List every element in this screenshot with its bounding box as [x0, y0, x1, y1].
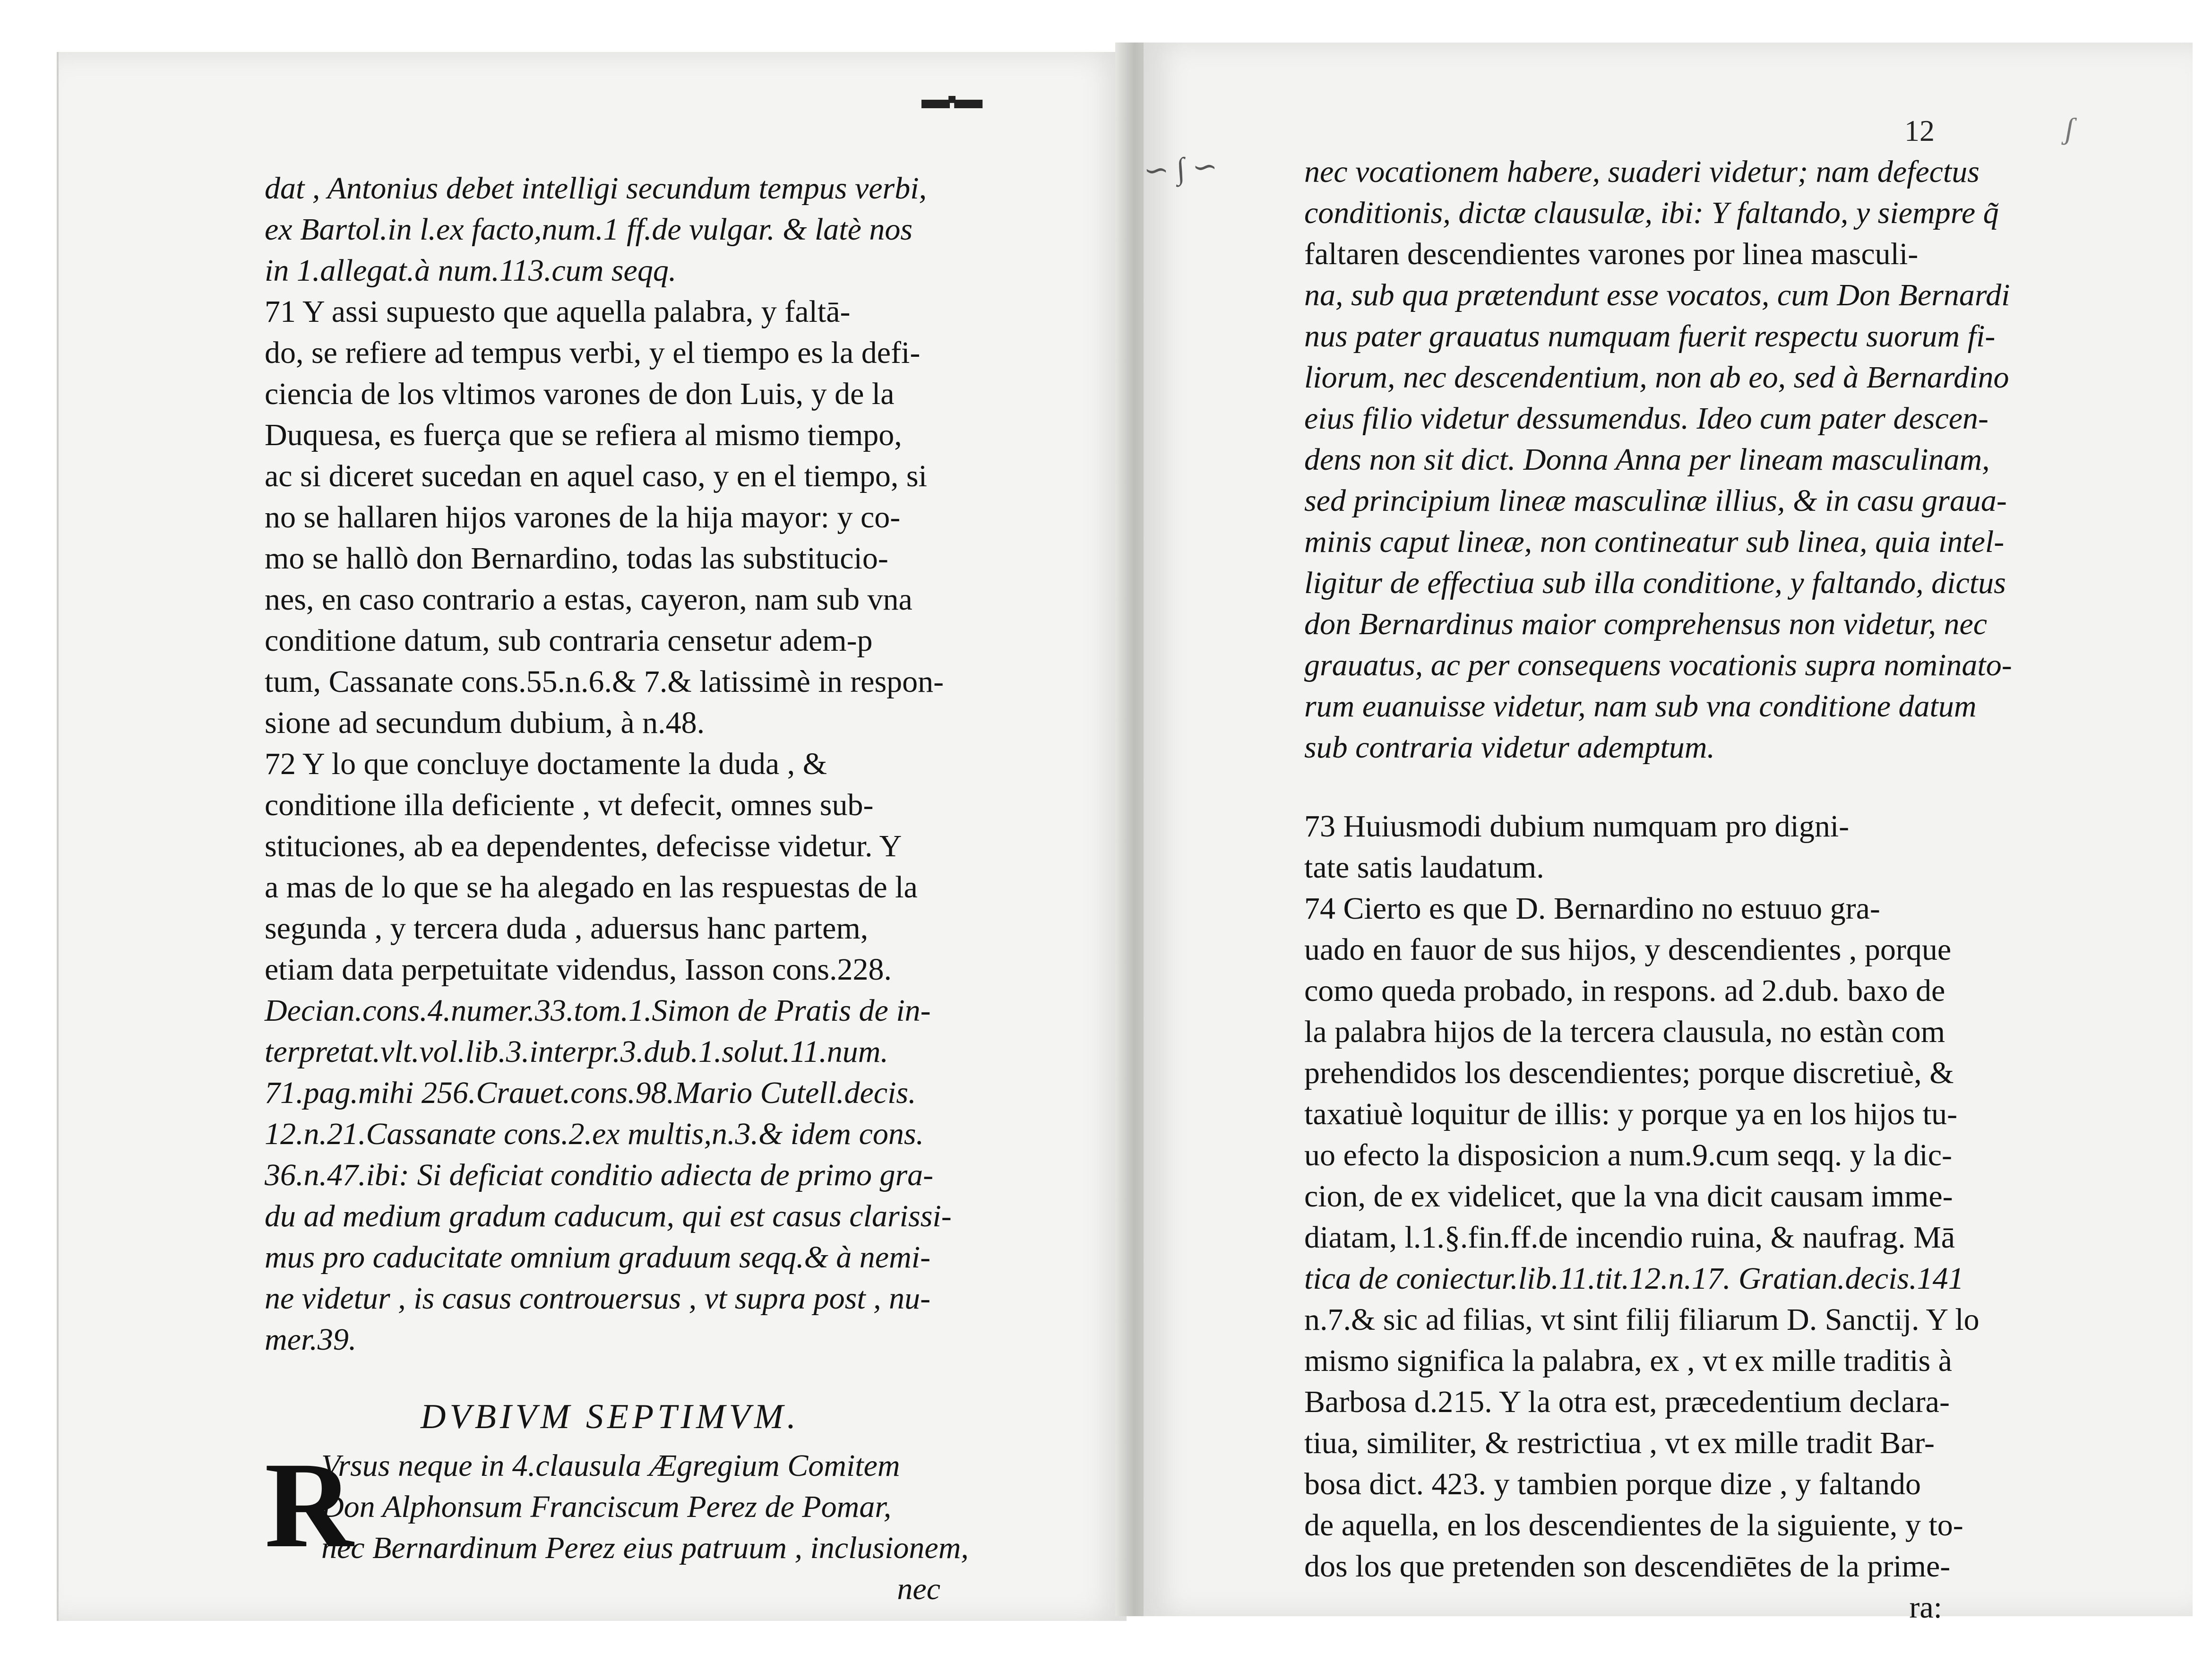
text-line: Duquesa, es fuerça que se refiera al mismo tiempo,: [265, 418, 902, 452]
text-line: stituciones, ab ea dependentes, defecisse videtur. Y: [265, 829, 902, 863]
text-line: mo se hallò don Bernardino, todas las substitucio-: [265, 541, 888, 576]
text-line: dos los que pretenden son descendiētes de la prime-: [1304, 1549, 1951, 1584]
text-line: n.7.& sic ad filias, vt sint filij filiarum D. Sanctij. Y lo: [1304, 1302, 1980, 1337]
text-line: sione ad secundum dubium, à n.48.: [265, 706, 705, 740]
text-line: liorum, nec descendentium, non ab eo, sed à Bernardino: [1304, 360, 2009, 395]
text-line: ne videtur , is casus controuersus , vt supra post , nu-: [265, 1281, 931, 1316]
text-line: no se hallaren hijos varones de la hija mayor: y co-: [265, 500, 901, 534]
page-number: 12: [1904, 114, 1935, 147]
text-line: nec Bernardinum Perez eius patruum , inclusionem,: [321, 1531, 969, 1565]
text-line: Decian.cons.4.numer.33.tom.1.Simon de Pratis de in-: [265, 993, 931, 1028]
text-line: la palabra hijos de la tercera clausula, no estàn com: [1304, 1015, 1945, 1049]
text-line: 74 Cierto es que D. Bernardino no estuuo gra-: [1304, 891, 1880, 926]
text-line: ciencia de los vltimos varones de don Luis, y de la: [265, 377, 895, 411]
corner-pencil-mark: ʃ: [2065, 112, 2074, 145]
text-line: Vrsus neque in 4.clausula Ægregium Comitem: [321, 1448, 900, 1483]
text-line: do, se refiere ad tempus verbi, y el tiempo es la defi-: [265, 336, 921, 370]
text-line: de aquella, en los descendientes de la siguiente, y to-: [1304, 1508, 1963, 1542]
catchword: ra:: [1909, 1590, 1942, 1625]
text-line: ex Bartol.in l.ex facto,num.1 ff.de vulgar. & latè nos: [265, 212, 913, 247]
text-line: eius filio videtur dessumendus. Ideo cum pater descen-: [1304, 401, 1989, 436]
text-line: don Bernardinus maior comprehensus non videtur, nec: [1304, 607, 1988, 641]
text-line: nus pater grauatus numquam fuerit respectu suorum fi-: [1304, 319, 1996, 353]
text-line: minis caput lineæ, non contineatur sub linea, quia intel-: [1304, 525, 2005, 559]
text-line: Barbosa d.215. Y la otra est, præcedentium declara-: [1304, 1385, 1950, 1419]
text-line: du ad medium gradum caducum, qui est casus clarissi-: [265, 1199, 952, 1233]
text-line: dens non sit dict. Donna Anna per lineam masculinam,: [1304, 442, 1990, 477]
text-line: mismo significa la palabra, ex , vt ex mille traditis à: [1304, 1344, 1952, 1378]
text-line: diatam, l.1.§.fin.ff.de incendio ruina, & naufrag. Mā: [1304, 1220, 1955, 1255]
text-line: 73 Huiusmodi dubium numquam pro digni-: [1304, 809, 1850, 844]
text-line: conditionis, dictæ clausulæ, ibi: Y faltando, y siempre q̃: [1304, 196, 1999, 230]
text-line: tica de coniectur.lib.11.tit.12.n.17. Gratian.decis.141: [1304, 1261, 1964, 1296]
text-line: 71.pag.mihi 256.Crauet.cons.98.Mario Cutell.decis.: [265, 1076, 916, 1110]
text-line: sed principium lineæ masculinæ illius, & in casu graua-: [1304, 483, 2007, 518]
text-line: ac si diceret sucedan en aquel caso, y en el tiempo, si: [265, 459, 927, 493]
text-line: 72 Y lo que concluye doctamente la duda , &: [265, 747, 827, 781]
text-line: bosa dict. 423. y tambien porque dize , y faltando: [1304, 1467, 1921, 1501]
text-line: segunda , y tercera duda , aduersus hanc partem,: [265, 911, 869, 946]
text-line: in 1.allegat.à num.113.cum seqq.: [265, 253, 677, 288]
text-line: 12.n.21.Cassanate cons.2.ex multis,n.3.& idem cons.: [265, 1117, 924, 1151]
text-line: ligitur de effectiua sub illa conditione, y faltando, dictus: [1304, 566, 2006, 600]
paragraph-gap: [1304, 768, 1942, 806]
text-line: como queda probado, in respons. ad 2.dub. baxo de: [1304, 973, 1945, 1008]
dropcap-paragraph: [265, 1437, 969, 1573]
text-line: tum, Cassanate cons.55.n.6.& 7.& latissimè in respon-: [265, 664, 944, 699]
text-line: uo efecto la disposicion a num.9.cum seqq. y la dic-: [1304, 1138, 1952, 1172]
text-line: nes, en caso contrario a estas, cayeron, nam sub vna: [265, 582, 912, 617]
text-line: nec vocationem habere, suaderi videtur; nam defectus: [1304, 155, 1980, 189]
text-line: a mas de lo que se ha alegado en las respuestas de la: [265, 870, 918, 904]
text-line: grauatus, ac per consequens vocationis supra nominato-: [1304, 648, 2012, 682]
text-line: etiam data perpetuitate videndus, Iasson cons.228.: [265, 952, 892, 987]
right-page-text: [1304, 151, 2012, 1628]
left-page-text: [265, 168, 969, 1610]
drop-cap-letter: R: [265, 1437, 353, 1573]
text-line: conditione illa deficiente , vt defecit, omnes sub-: [265, 788, 874, 822]
text-line: terpretat.vlt.vol.lib.3.interpr.3.dub.1.solut.11.num.: [265, 1034, 888, 1069]
text-line: taxatiuè loquitur de illis: y porque ya en los hijos tu-: [1304, 1097, 1958, 1131]
text-line: faltaren descendientes varones por linea masculi-: [1304, 237, 1919, 271]
text-line: prehendidos los descendientes; porque discretiuè, &: [1304, 1056, 1954, 1090]
text-line: tiua, similiter, & restrictiua , vt ex mille tradit Bar-: [1304, 1426, 1935, 1460]
section-heading: DVBIVM SEPTIMVM.: [421, 1397, 800, 1436]
text-line: dat , Antonius debet intelligi secundum tempus verbi,: [265, 171, 927, 206]
text-line: 71 Y assi supuesto que aquella palabra, y faltā-: [265, 294, 851, 329]
text-line: conditione datum, sub contraria censetur adem-p: [265, 623, 873, 658]
text-line: mus pro caducitate omnium graduum seqq.& à nemi-: [265, 1240, 931, 1275]
text-line: 36.n.47.ibi: Si deficiat conditio adiecta de primo gra-: [265, 1158, 934, 1192]
text-line: uado en fauor de sus hijos, y descendientes , porque: [1304, 932, 1952, 967]
text-line: Don Alphonsum Franciscum Perez de Pomar,: [321, 1490, 892, 1524]
text-line: sub contraria videtur ademptum.: [1304, 730, 1715, 765]
margin-annotation: ∽ ∫ ∽: [1142, 149, 1219, 188]
ink-blot-mark: ▬▪▬: [921, 83, 980, 114]
catchword: nec: [897, 1572, 940, 1606]
text-line: mer.39.: [265, 1322, 357, 1357]
text-line: tate satis laudatum.: [1304, 850, 1544, 885]
text-line: rum euanuisse videtur, nam sub vna conditione datum: [1304, 689, 1977, 724]
text-line: na, sub qua prætendunt esse vocatos, cum Don Bernardi: [1304, 278, 2010, 312]
text-line: cion, de ex videlicet, que la vna dicit causam imme-: [1304, 1179, 1953, 1214]
